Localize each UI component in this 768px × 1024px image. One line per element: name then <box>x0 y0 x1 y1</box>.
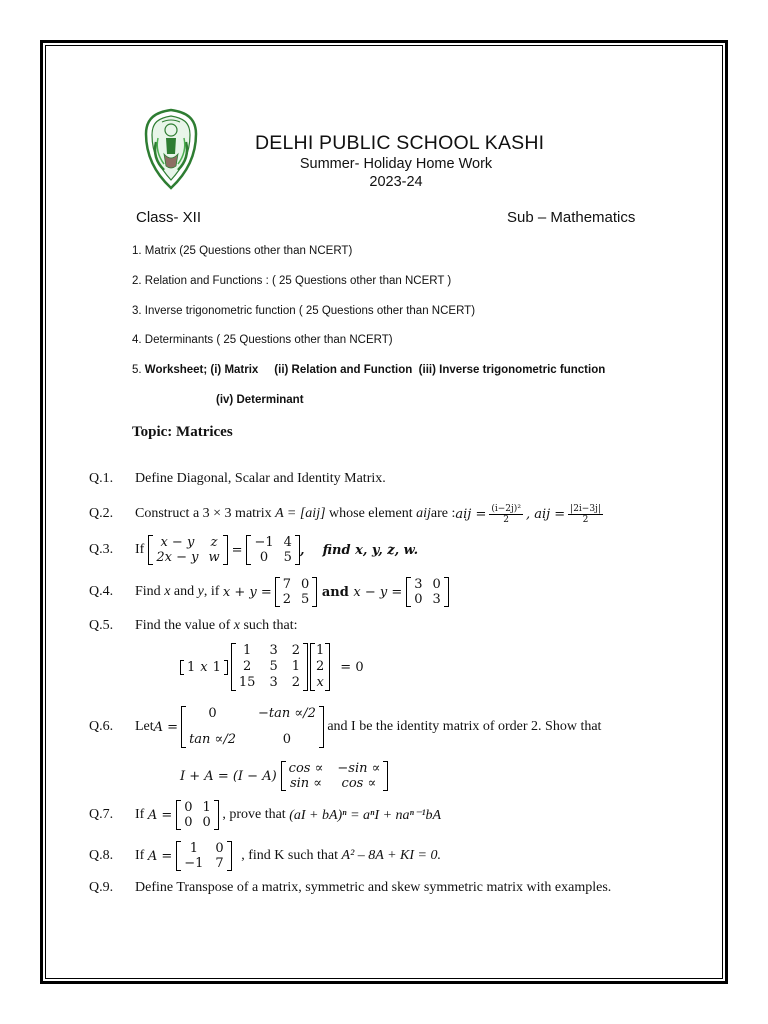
subject-label: Sub – Mathematics <box>507 209 636 226</box>
q5-square-matrix: 1 3 2 2 5 1 15 3 2 <box>231 643 308 691</box>
q1-text: Define Diagonal, Scalar and Identity Matrix. <box>135 471 386 486</box>
q5-number: Q.5. <box>89 618 114 633</box>
q8-text: If A = 1 0 −1 7 , find K such that A² – 8A + KI = 0. <box>135 841 441 871</box>
q6-matrix-rotation: cos ∝ −sin ∝ sin ∝ cos ∝ <box>281 761 389 791</box>
q4-number: Q.4. <box>89 584 114 599</box>
q7-text: If A = 0 1 0 0 , prove that (aI + bA)ⁿ = aⁿI + naⁿ⁻¹bA <box>135 800 442 830</box>
q3-text: If x − y z 2x − y w = −1 4 0 5 , find x, y, z, w. <box>135 535 419 565</box>
q7-matrix-a: 0 1 0 0 <box>176 800 219 830</box>
q2-fraction-2: $\frac{|2i-3j|}{2}$ <box>570 503 601 525</box>
q6-matrix-a: 0 −tan ∝/2 tan ∝/2 0 <box>181 706 324 748</box>
q8-matrix-a: 1 0 −1 7 <box>176 841 231 871</box>
q3-number: Q.3. <box>89 542 114 557</box>
topic-item-matrix: 1. Matrix (25 Questions other than NCERT) <box>132 245 353 257</box>
worksheet-line1: Worksheet; (i) Matrix (ii) Relation and Function (iii) Inverse trigonometric function <box>144 364 606 376</box>
q5-text: Find the value of x such that: <box>135 618 298 633</box>
topic-item-worksheet <box>132 364 605 376</box>
q6-number: Q.6. <box>89 719 114 734</box>
q2-text: Construct a 3 × 3 matrix A = [aij] whose element aij are : aij = $\frac{\text{(i−2j)²}}{2}$ , aij = $\frac{|2i-3j|}{2}$ <box>135 503 601 525</box>
q6-text: Let A = 0 −tan ∝/2 tan ∝/2 0 and I be the identity matrix of order 2. Show that <box>135 706 602 747</box>
topic-item-inverse-trig: 3. Inverse trigonometric function ( 25 Questions other than NCERT) <box>132 305 476 317</box>
q4-matrix-diff: 3 0 0 3 <box>406 577 449 607</box>
homework-subtitle: Summer- Holiday Home Work <box>299 156 493 172</box>
q5-column-matrix: 1 2 x <box>310 643 330 691</box>
q4-matrix-sum: 7 0 2 5 <box>275 577 318 607</box>
q2-fraction-1: $\frac{\text{(i−2j)²}}{2}$ <box>491 503 521 525</box>
topic-item-determinants: 4. Determinants ( 25 Questions other than NCERT) <box>132 334 393 346</box>
worksheet-line2: (iv) Determinant <box>216 394 304 406</box>
q4-text: Find x and y , if x + y = 7 0 2 5 and x − y = 3 0 0 3 <box>135 574 449 610</box>
q9-text: Define Transpose of a matrix, symmetric and skew symmetric matrix with examples. <box>135 880 612 895</box>
topic-item-relations: 2. Relation and Functions : ( 25 Questions other than NCERT ) <box>132 275 452 287</box>
q3-matrix-right: −1 4 0 5 <box>246 535 299 565</box>
topic-heading: Topic: Matrices <box>132 424 233 440</box>
q8-number: Q.8. <box>89 848 114 863</box>
q5-row-matrix: 1 x 1 <box>180 660 228 675</box>
q7-number: Q.7. <box>89 807 114 822</box>
q6-identity: I + A = (I − A) cos ∝ −sin ∝ sin ∝ cos ∝ <box>180 758 388 794</box>
q5-equation: 1 x 1 1 3 2 2 5 1 15 3 2 1 2 x = 0 <box>180 642 364 692</box>
worksheet-number: 5. <box>132 364 142 376</box>
session-year: 2023-24 <box>369 174 423 190</box>
q3-matrix-left: x − y z 2x − y w <box>148 535 227 565</box>
school-name: DELHI PUBLIC SCHOOL KASHI <box>255 132 545 154</box>
q1-number: Q.1. <box>89 471 114 486</box>
q9-number: Q.9. <box>89 880 114 895</box>
class-label: Class- XII <box>136 209 202 226</box>
q2-number: Q.2. <box>89 506 114 521</box>
